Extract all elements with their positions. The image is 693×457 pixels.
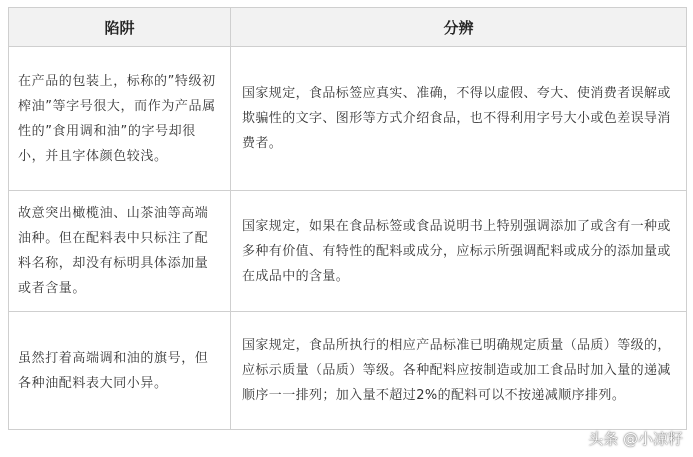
trap-cell: 在产品的包装上，标称的”特级初榨油”等字号很大，而作为产品属性的”食用调和油”的字号却很小，并且字体颜色较浅。 [9, 47, 231, 191]
explanation-cell: 国家规定，食品所执行的相应产品标准已明确规定质量（品质）等级的，应标示质量（品质）等级。各种配料应按制造或加工食品时加入量的递减顺序一一排列；加入量不超过2%的配料可以不按递减顺序排列。 [231, 312, 687, 430]
table-row [9, 191, 687, 312]
header-trap: 陷阱 [9, 8, 231, 47]
table-header-row [9, 8, 687, 47]
trap-comparison-table [8, 7, 687, 430]
header-explanation: 分辨 [231, 8, 687, 47]
watermark: 头条 @小凉籽 [588, 430, 683, 448]
trap-cell: 故意突出橄榄油、山茶油等高端油种。但在配料表中只标注了配料名称，却没有标明具体添加量或者含量。 [9, 191, 231, 312]
table-row [9, 312, 687, 430]
trap-cell: 虽然打着高端调和油的旗号，但各种油配料表大同小异。 [9, 312, 231, 430]
explanation-cell: 国家规定，如果在食品标签或食品说明书上特别强调添加了或含有一种或多种有价值、有特性的配料或成分，应标示所强调配料或成分的添加量或在成品中的含量。 [231, 191, 687, 312]
table-row [9, 47, 687, 191]
explanation-cell: 国家规定，食品标签应真实、准确，不得以虚假、夸大、使消费者误解或欺骗性的文字、图形等方式介绍食品，也不得利用字号大小或色差误导消费者。 [231, 47, 687, 191]
